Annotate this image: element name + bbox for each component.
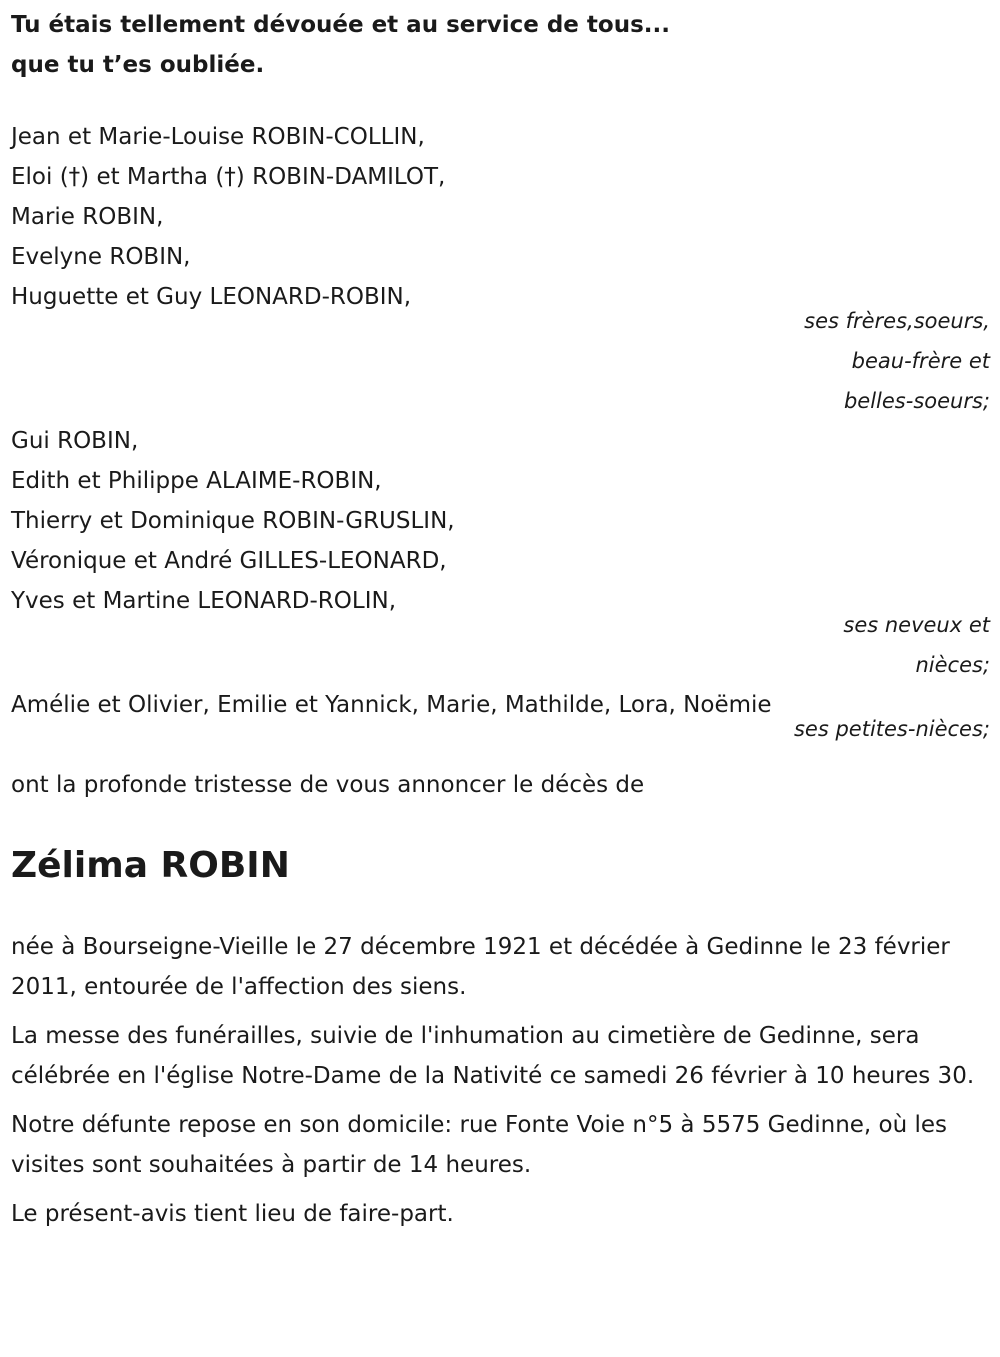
relation-line: beau-frère et (851, 349, 990, 373)
name-line: Evelyne ROBIN, (11, 244, 191, 270)
announcement-text: ont la profonde tristesse de vous annoncer le décès de (11, 772, 645, 798)
birth-death-paragraph: née à Bourseigne-Vieille le 27 décembre 1921 et décédée à Gedinne le 23 février 2011, entourée de l'affection des siens. (11, 934, 950, 1000)
relation-line: ses frères,soeurs, (804, 309, 990, 333)
name-line: Edith et Philippe ALAIME-ROBIN, (11, 468, 382, 494)
name-line: Thierry et Dominique ROBIN-GRUSLIN, (11, 508, 455, 534)
name-line: Jean et Marie-Louise ROBIN-COLLIN, (11, 124, 425, 150)
family-group-grandnieces (11, 685, 990, 749)
family-group-siblings (11, 117, 990, 421)
family-group-nephews (11, 421, 990, 685)
name-line: Véronique et André GILLES-LEONARD, (11, 548, 447, 574)
relation-line: ses petites-nièces; (793, 717, 990, 741)
name-line: Eloi (†) et Martha (†) ROBIN-DAMILOT, (11, 164, 446, 190)
grandnieces-list: Amélie et Olivier, Emilie et Yannick, Marie, Mathilde, Lora, Noëmie (11, 692, 772, 718)
name-line: Huguette et Guy LEONARD-ROBIN, (11, 284, 412, 310)
relation-line: ses neveux et (843, 613, 990, 637)
relation-label-siblings (11, 301, 990, 421)
intro-line-1: Tu étais tellement dévouée et au service de tous... (11, 12, 670, 38)
visitation-paragraph: Notre défunte repose en son domicile: rue Fonte Voie n°5 à 5575 Gedinne, où les visites sont souhaitées à partir de 14 heures. (11, 1112, 948, 1178)
funeral-paragraph: La messe des funérailles, suivie de l'inhumation au cimetière de Gedinne, sera célébrée en l'église Notre-Dame de la Nativité ce samedi 26 février à 10 heures 30. (11, 1023, 975, 1089)
obituary-page (0, 5, 1000, 1357)
notice-paragraph: Le présent-avis tient lieu de faire-part. (11, 1201, 454, 1227)
nephews-list (11, 421, 990, 621)
relation-line: belles-soeurs; (843, 389, 990, 413)
deceased-name: Zélima ROBIN (11, 845, 290, 886)
name-line: Yves et Martine LEONARD-ROLIN, (11, 588, 397, 614)
name-line: Marie ROBIN, (11, 204, 164, 230)
siblings-list (11, 117, 990, 317)
intro-line-2: que tu t’es oubliée. (11, 52, 265, 78)
relation-line: nièces; (915, 653, 990, 677)
name-line: Gui ROBIN, (11, 428, 139, 454)
intro-quote (11, 5, 990, 85)
